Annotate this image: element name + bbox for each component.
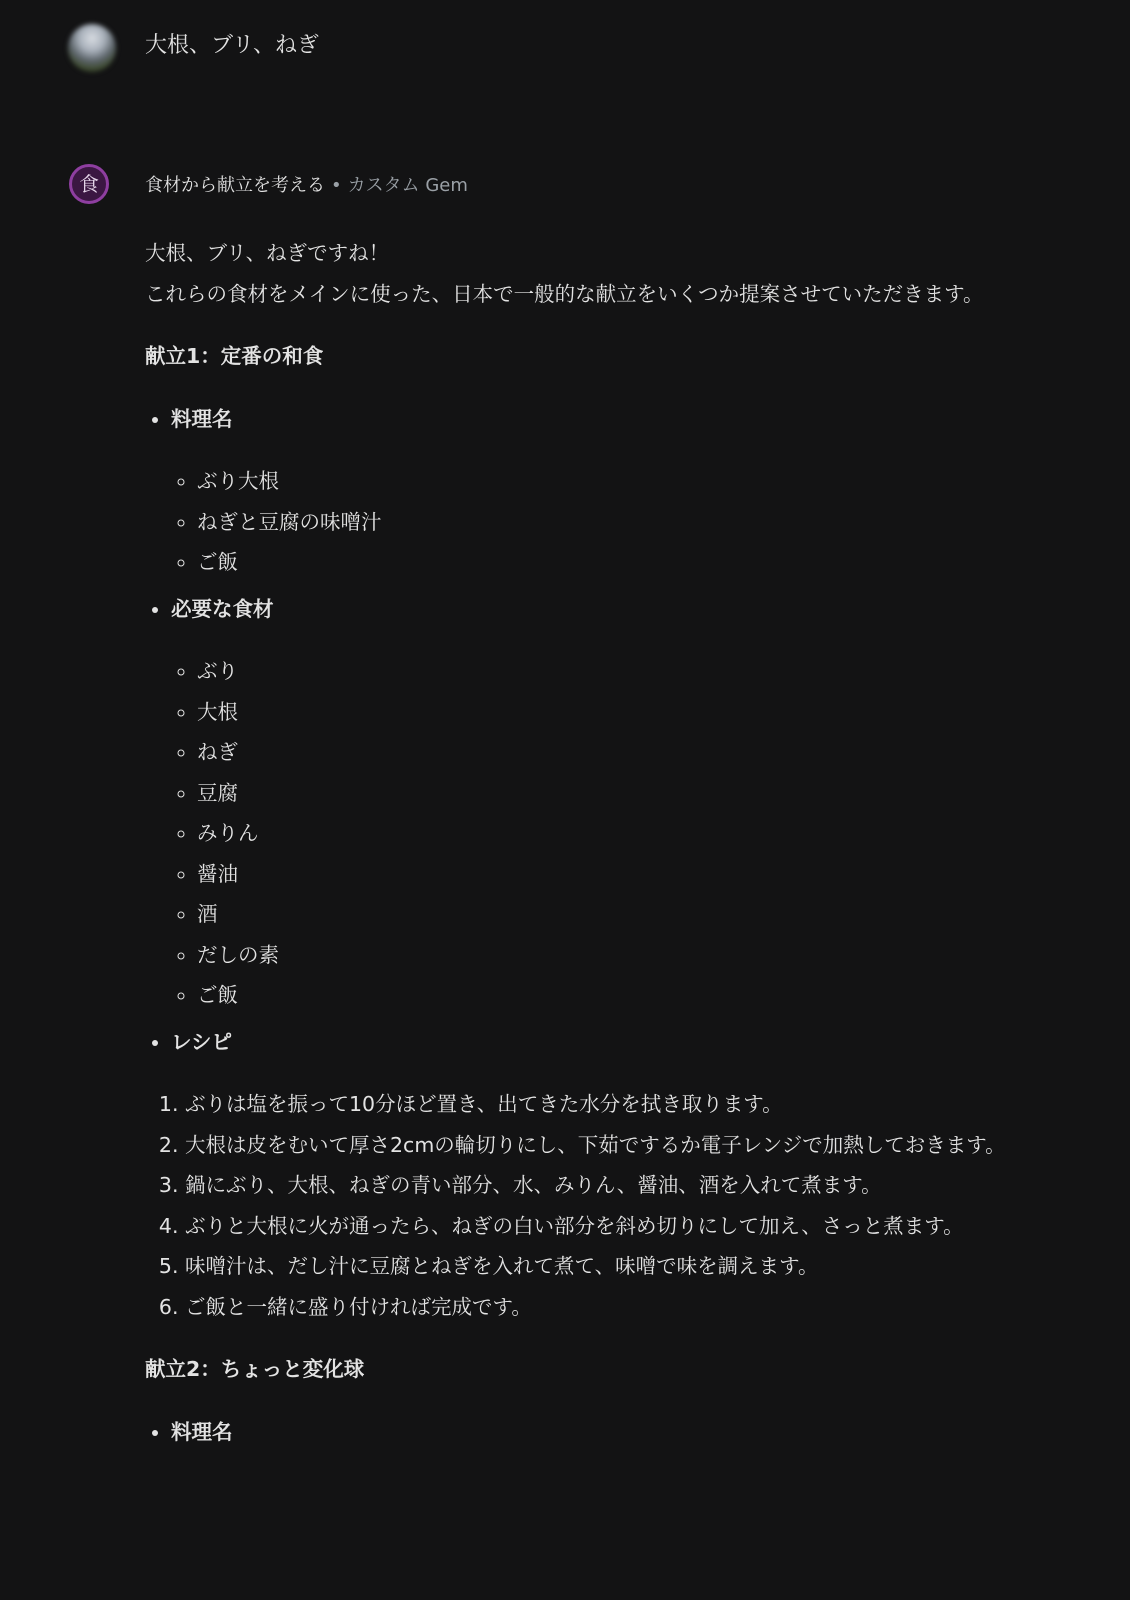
list-item: ◦ ねぎ bbox=[197, 732, 1045, 773]
menu1-heading: 献立1：定番の和食 bbox=[145, 344, 324, 368]
user-message-text: 大根、ブリ、ねぎ bbox=[145, 33, 320, 58]
menu1-recipe-item bbox=[171, 1022, 1045, 1063]
list-item: ◦ 大根 bbox=[197, 692, 1045, 733]
list-item: ◦ ご飯 bbox=[197, 975, 1045, 1016]
menu1-recipe-steps bbox=[145, 1084, 1045, 1327]
menu1-ingredients-list bbox=[171, 651, 1045, 1016]
list-item: ◦ 酒 bbox=[197, 894, 1045, 935]
recipe-step: 2. 大根は皮をむいて厚さ2cmの輪切りにし、下茹でするか電子レンジで加熱しておきます。 bbox=[185, 1125, 1045, 1166]
list-item: ◦ ねぎと豆腐の味噌汁 bbox=[197, 502, 1045, 543]
list-item: ◦ だしの素 bbox=[197, 935, 1045, 976]
user-message-row bbox=[0, 0, 1130, 100]
menu2-dishes-item bbox=[171, 1412, 1045, 1453]
menu1-list bbox=[145, 399, 1045, 1063]
list-item: ◦ ぶり大根 bbox=[197, 461, 1045, 502]
list-item: ◦ ご飯 bbox=[197, 542, 1045, 583]
menu1-ingredients-item bbox=[171, 589, 1045, 1016]
recipe-step: 1. ぶりは塩を振って10分ほど置き、出てきた水分を拭き取ります。 bbox=[185, 1084, 1045, 1125]
model-response bbox=[145, 233, 1045, 1474]
list-item: ◦ みりん bbox=[197, 813, 1045, 854]
menu2-heading: 献立2：ちょっと変化球 bbox=[145, 1357, 365, 1381]
recipe-step: 6. ご飯と一緒に盛り付ければ完成です。 bbox=[185, 1287, 1045, 1328]
menu2-list bbox=[145, 1412, 1045, 1453]
list-item: ◦ 醤油 bbox=[197, 854, 1045, 895]
user-avatar[interactable] bbox=[68, 24, 116, 72]
menu1-dishes-item bbox=[171, 399, 1045, 583]
menu2-dishes-label: • 料理名 bbox=[171, 1419, 233, 1444]
recipe-step: 4. ぶりと大根に火が通ったら、ねぎの白い部分を斜め切りにして加え、さっと煮ます。 bbox=[185, 1206, 1045, 1247]
recipe-step: 5. 味噌汁は、だし汁に豆腐とねぎを入れて煮て、味噌で味を調えます。 bbox=[185, 1246, 1045, 1287]
gem-separator: • bbox=[331, 175, 342, 196]
menu1-ingredients-label: • 必要な食材 bbox=[171, 596, 274, 621]
list-item: ◦ 豆腐 bbox=[197, 773, 1045, 814]
menu1-dishes-label: • 料理名 bbox=[171, 406, 233, 431]
gem-name: 食材から献立を考える bbox=[145, 175, 325, 196]
menu1-dishes-list bbox=[171, 461, 1045, 583]
intro-line-2: これらの食材をメインに使った、日本で一般的な献立をいくつか提案させていただきます。 bbox=[145, 281, 984, 306]
gem-type: カスタム Gem bbox=[347, 175, 468, 196]
list-item: ◦ ぶり bbox=[197, 651, 1045, 692]
gem-avatar-icon: 食 bbox=[69, 164, 109, 204]
intro-line-1: 大根、ブリ、ねぎですね！ bbox=[145, 241, 390, 265]
recipe-step: 3. 鍋にぶり、大根、ねぎの青い部分、水、みりん、醤油、酒を入れて煮ます。 bbox=[185, 1165, 1045, 1206]
menu1-recipe-label: • レシピ bbox=[171, 1029, 232, 1054]
gem-header bbox=[145, 172, 468, 200]
